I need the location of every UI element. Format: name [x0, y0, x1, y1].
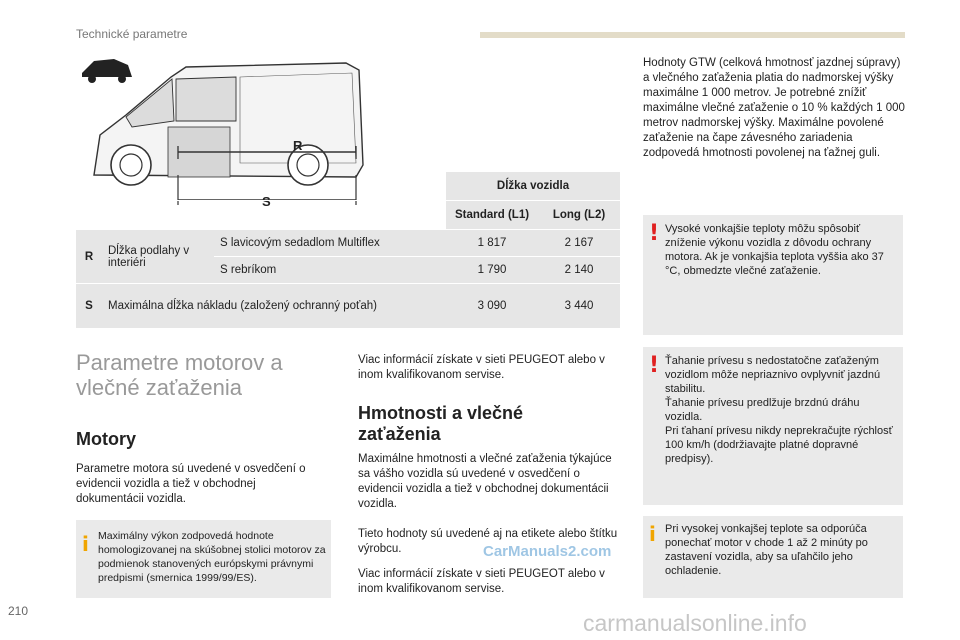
- cell-value: 2 140: [538, 257, 620, 284]
- header-bar: [480, 32, 905, 38]
- cell-value: 3 090: [446, 284, 538, 329]
- page-title: Parametre motorov a vlečné zaťaženia: [76, 350, 283, 400]
- cell-value: 3 440: [538, 284, 620, 329]
- row-label: Maximálna dĺžka nákladu (založený ochranný poťah): [102, 284, 446, 329]
- table-row: [76, 284, 620, 329]
- cell-value: 1 790: [446, 257, 538, 284]
- dimensions-table: [76, 172, 620, 329]
- warning-icon: !: [649, 353, 660, 378]
- table-row: [76, 230, 620, 257]
- info-icon: i: [649, 522, 656, 546]
- info-box-text: Pri vysokej vonkajšej teplote sa odporúča ponechať motor v chode 1 až 2 minúty po zastavení vozidla, aby sa uľahčilo jeho ochladenie.: [665, 523, 868, 577]
- motors-heading: Motory: [76, 429, 136, 449]
- page-number: 210: [8, 604, 29, 618]
- row-sub: S lavicovým sedadlom Multiflex: [214, 230, 446, 257]
- table-group-header: Dĺžka vozidla: [446, 172, 620, 201]
- more-info-text: Viac informácií získate v sieti PEUGEOT alebo v inom kvalifikovanom servise.: [358, 568, 605, 595]
- dim-label-r: R: [293, 138, 303, 153]
- gtw-text: Hodnoty GTW (celková hmotnosť jazdnej súpravy) a vlečného zaťaženia platia do nadmorskej výšky maximálne 1 000 metrov. Je potrebné znížiť maximálne vlečné zaťaženie o 10 % každých 1 000 metrov nadmorskej výšky. Maximálne povolené zaťaženie na čape závesného zariadenia zodpovedá hmotnosti povolenej na ťažnej guli.: [643, 57, 905, 159]
- intro-text: Viac informácií získate v sieti PEUGEOT alebo v inom kvalifikovanom servise.: [358, 354, 605, 381]
- col-header-l1: Standard (L1): [446, 201, 538, 230]
- dim-label-s: S: [262, 194, 271, 209]
- info-box: [643, 516, 903, 598]
- info-box-text: Maximálny výkon zodpovedá hodnote homologizovanej na skúšobnej stolici motorov za podmienok stanovených európskymi právnymi predpismi (smernica 1999/99/ES).: [98, 530, 326, 584]
- footer-watermark: carmanualsonline.info: [583, 610, 807, 636]
- cell-value: 1 817: [446, 230, 538, 257]
- warning-text: Ťahanie prívesu s nedostatočne zaťaženým vozidlom môže nepriaznivo ovplyvniť jazdnú stabilitu. Ťahanie prívesu predlžuje brzdnú dráhu vozidla. Pri ťahaní prívesu nikdy neprekračujte rýchlosť 100 km/h (dodržiavajte platné dopravné predpisy).: [665, 355, 893, 465]
- section-title: Technické parametre: [76, 27, 188, 41]
- warning-box: [643, 347, 903, 505]
- weights-text: Maximálne hmotnosti a vlečné zaťaženia týkajúce sa vášho vozidla sú uvedené v osvedčení o evidencii vozidla a tiež v obchodnej dokumentácii vozidla.: [358, 453, 612, 510]
- watermark: CarManuals2.com: [483, 543, 612, 560]
- van-silhouette-icon: [82, 59, 132, 83]
- row-key: R: [76, 230, 102, 284]
- info-box: [76, 520, 331, 598]
- warning-text: Vysoké vonkajšie teploty môžu spôsobiť zníženie výkonu vozidla z dôvodu ochrany motora. Ak je vonkajšia teplota vyššia ako 37 °C, obmedzte vlečné zaťaženie.: [665, 223, 884, 277]
- warning-icon: !: [649, 221, 660, 246]
- info-icon: i: [82, 532, 89, 556]
- weights-heading: Hmotnosti a vlečné zaťaženia: [358, 403, 524, 444]
- cell-value: 2 167: [538, 230, 620, 257]
- row-sub: S rebríkom: [214, 257, 446, 284]
- label-text: Tieto hodnoty sú uvedené aj na etikete alebo štítku výrobcu.: [358, 528, 618, 555]
- col-header-l2: Long (L2): [538, 201, 620, 230]
- motors-text: Parametre motora sú uvedené v osvedčení o evidencii vozidla a tiež v obchodnej dokumentácii vozidla.: [76, 463, 306, 505]
- warning-box: [643, 215, 903, 335]
- row-key: S: [76, 284, 102, 329]
- row-label: Dĺžka podlahy v interiéri: [102, 230, 214, 284]
